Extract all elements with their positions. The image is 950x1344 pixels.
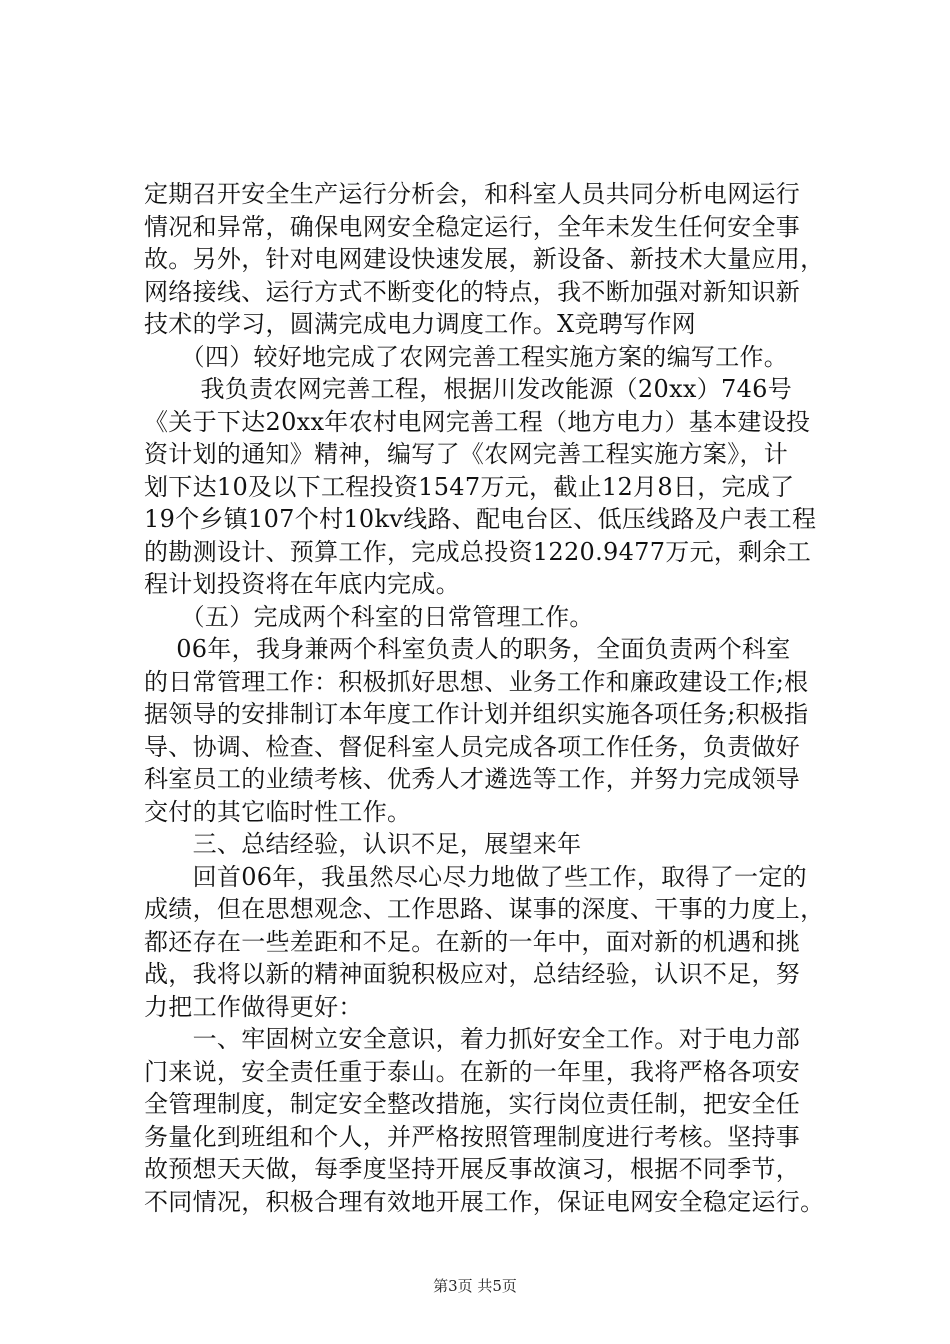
text-line: 科室员工的业绩考核、优秀人才遴选等工作，并努力完成领导: [144, 765, 801, 793]
section-heading-3: 三、总结经验，认识不足，展望来年: [144, 830, 582, 858]
text-line: 的日常管理工作：积极抓好思想、业务工作和廉政建设工作;根: [144, 667, 809, 696]
section-heading-5: （五）完成两个科室的日常管理工作。: [144, 602, 594, 631]
page-number: 第3页 共5页: [433, 1277, 517, 1295]
section-heading-4: （四）较好地完成了农网完善工程实施方案的编写工作。: [144, 342, 789, 371]
text-line: 据领导的安排制订本年度工作计划并组织实施各项任务;积极指: [144, 700, 809, 728]
text-line: 战，我将以新的精神面貌积极应对，总结经验，认识不足，努: [144, 960, 801, 988]
text-line: 交付的其它临时性工作。: [144, 797, 412, 826]
text-line: 划下达10及以下工程投资1547万元，截止12月8日，完成了: [144, 472, 795, 501]
text-line: 技术的学习，圆满完成电力调度工作。X竞聘写作网: [144, 310, 696, 338]
text-line: 定期召开安全生产运行分析会，和科室人员共同分析电网运行: [144, 180, 801, 208]
text-line: 一、牢固树立安全意识，着力抓好安全工作。对于电力部: [144, 1025, 801, 1053]
text-line: 力把工作做得更好：: [144, 992, 363, 1021]
text-line: 都还存在一些差距和不足。在新的一年中，面对新的机遇和挑: [144, 927, 801, 956]
text-line: 故。另外，针对电网建设快速发展，新设备、新技术大量应用，: [144, 245, 825, 273]
text-line: 资计划的通知》精神，编写了《农网完善工程实施方案》，计: [144, 440, 789, 468]
text-line: 全管理制度，制定安全整改措施，实行岗位责任制，把安全任: [144, 1090, 801, 1118]
document-body: [144, 178, 844, 1218]
text-line: 回首06年，我虽然尽心尽力地做了些工作，取得了一定的: [144, 862, 807, 891]
text-line: 的勘测设计、预算工作，完成总投资1220.9477万元，剩余工: [144, 537, 812, 566]
text-line: 程计划投资将在年底内完成。: [144, 570, 460, 598]
text-line: 导、协调、检查、督促科室人员完成各项工作任务，负责做好: [144, 732, 801, 761]
text-line: 06年，我身兼两个科室负责人的职务，全面负责两个科室: [144, 635, 791, 663]
page-footer: [0, 1275, 950, 1296]
text-line: 情况和异常，确保电网安全稳定运行，全年未发生任何安全事: [144, 212, 801, 241]
text-line: 务量化到班组和个人，并严格按照管理制度进行考核。坚持事: [144, 1122, 801, 1151]
text-line: 故预想天天做，每季度坚持开展反事故演习，根据不同季节，: [144, 1155, 801, 1183]
text-line: 网络接线、运行方式不断变化的特点，我不断加强对新知识新: [144, 277, 801, 306]
text-line: 不同情况，积极合理有效地开展工作，保证电网安全稳定运行。: [144, 1187, 825, 1216]
text-line: 我负责农网完善工程，根据川发改能源（20xx）746号: [144, 375, 793, 403]
text-line: 成绩，但在思想观念、工作思路、谋事的深度、干事的力度上，: [144, 895, 825, 923]
text-line: 19个乡镇107个村10kv线路、配电台区、低压线路及户表工程: [144, 505, 817, 533]
text-line: 《关于下达20xx年农村电网完善工程（地方电力）基本建设投: [144, 407, 811, 436]
text-line: 门来说，安全责任重于泰山。在新的一年里，我将严格各项安: [144, 1057, 801, 1086]
